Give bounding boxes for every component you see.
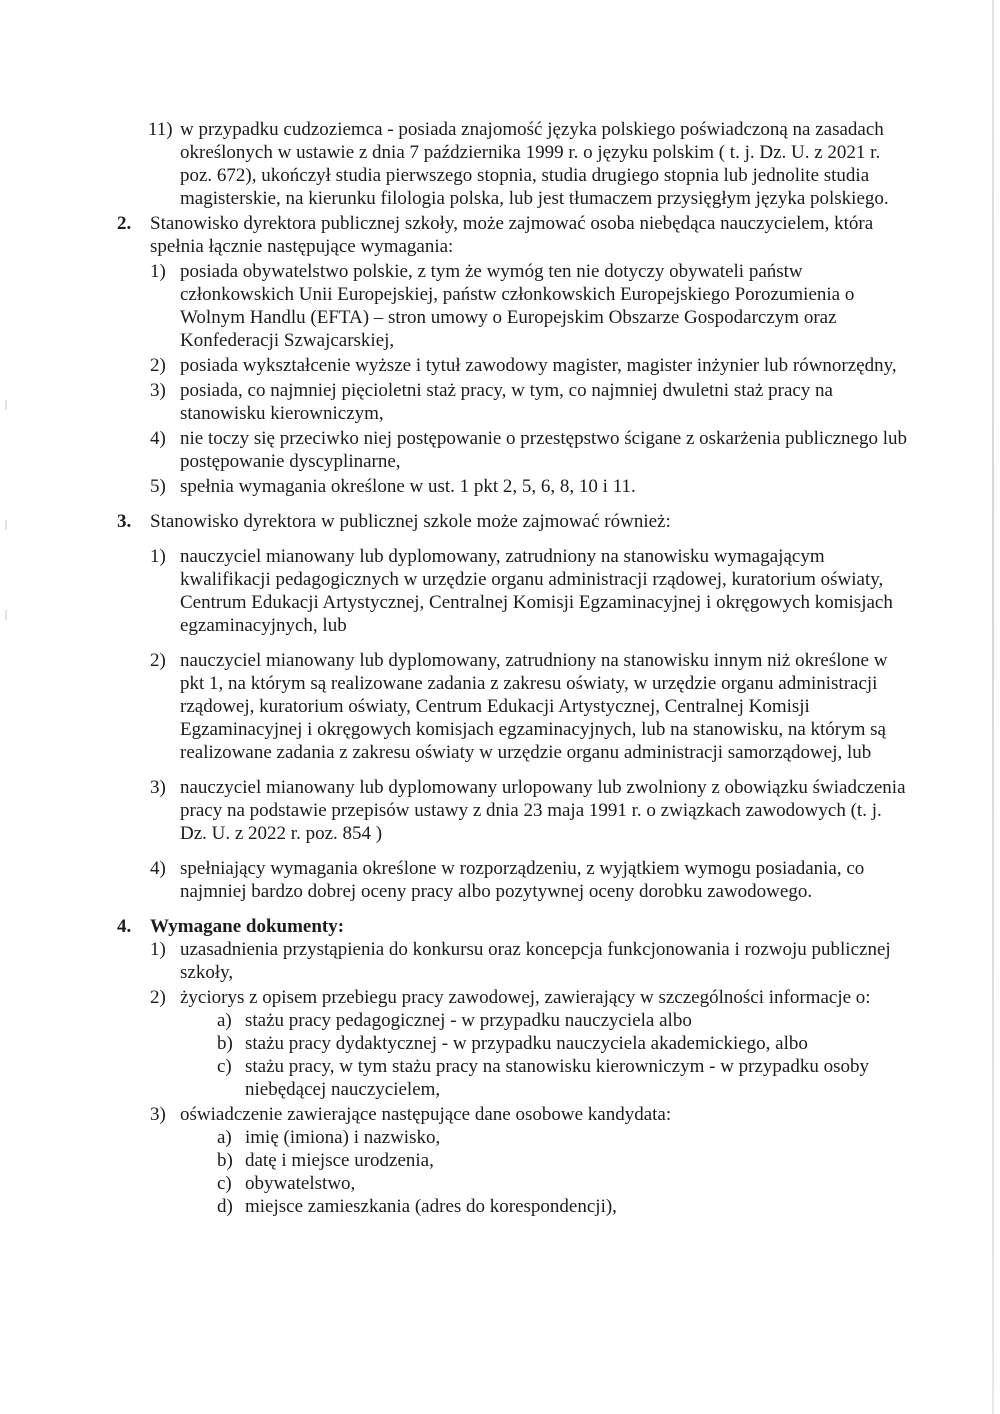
item-text: nie toczy się przeciwko niej postępowanie o przestępstwo ścigane z oskarżenia publicznego lub postępowanie dyscyplinarne, bbox=[180, 428, 908, 472]
item-number: 2) bbox=[150, 355, 166, 376]
item-number: 1) bbox=[150, 261, 166, 282]
item-number: 3) bbox=[150, 1104, 166, 1125]
section-2 bbox=[117, 212, 910, 258]
sub-item-letter: c) bbox=[217, 1056, 232, 1077]
list-item bbox=[150, 545, 910, 637]
sub-item-text: imię (imiona) i nazwisko, bbox=[245, 1127, 441, 1148]
item-number: 2) bbox=[150, 650, 166, 671]
item-text: posiada wykształcenie wyższe i tytuł zawodowy magister, magister inżynier lub równorzędny, bbox=[180, 355, 897, 376]
section-number: 2. bbox=[117, 213, 132, 234]
sub-item-text: stażu pracy dydaktycznej - w przypadku nauczyciela akademickiego, albo bbox=[245, 1033, 808, 1054]
sub-item bbox=[217, 1149, 910, 1172]
sub-item-text: obywatelstwo, bbox=[245, 1173, 356, 1194]
list-item bbox=[150, 475, 910, 498]
item-text: spełniający wymagania określone w rozporządzeniu, z wyjątkiem wymogu posiadania, co najmniej bardzo dobrej oceny pracy albo pozytywnej oceny dorobku zawodowego. bbox=[180, 858, 865, 902]
sub-item-text: miejsce zamieszkania (adres do korespondencji), bbox=[245, 1196, 617, 1217]
item-text: nauczyciel mianowany lub dyplomowany, zatrudniony na stanowisku innym niż określone w pkt 1, na którym są realizowane zadania z zakresu oświaty, w urzędzie organu administracji rządowej, kuratorium oświaty, Centrum Edukacji Artystycznej, Centralnej Komisji Egzaminacyjnej i okręgowych komisjach egzaminacyjnych, lub na stanowisku, na którym są realizowane zadania z zakresu oświaty w urzędzie organu administracji samorządowej, lub bbox=[180, 650, 888, 763]
sub-item-letter: c) bbox=[217, 1173, 232, 1194]
list-item bbox=[150, 354, 910, 377]
list-item bbox=[150, 260, 910, 352]
list-item-11 bbox=[148, 118, 910, 210]
sub-item bbox=[217, 1172, 910, 1195]
item-text: spełnia wymagania określone w ust. 1 pkt 2, 5, 6, 8, 10 i 11. bbox=[180, 476, 636, 497]
item-text: w przypadku cudzoziemca - posiada znajomość języka polskiego poświadczoną na zasadach określonych w ustawie z dnia 7 października 1999 r. o języku polskim ( t. j. Dz. U. z 2021 r. poz. 672), ukończył studia pierwszego stopnia, studia drugiego stopnia lub jednolite studia magisterskie, na kierunku filologia polska, lub jest tłumaczem przysięgłym języka polskiego. bbox=[180, 119, 889, 209]
section-3 bbox=[117, 510, 910, 533]
sub-item bbox=[217, 1126, 910, 1149]
list-item bbox=[150, 938, 910, 984]
item-text: posiada, co najmniej pięcioletni staż pracy, w tym, co najmniej dwuletni staż pracy na stanowisku kierowniczym, bbox=[180, 380, 833, 424]
item-text: nauczyciel mianowany lub dyplomowany, zatrudniony na stanowisku wymagającym kwalifikacji pedagogicznych w urzędzie organu administracji rządowej, kuratorium oświaty, Centrum Edukacji Artystycznej, Centralnej Komisji Egzaminacyjnej i okręgowych komisjach egzaminacyjnych, lub bbox=[180, 546, 893, 636]
item-text: oświadczenie zawierające następujące dane osobowe kandydata: bbox=[180, 1104, 672, 1125]
item-number: 5) bbox=[150, 476, 166, 497]
item-number: 11) bbox=[148, 119, 173, 140]
item-number: 3) bbox=[150, 777, 166, 798]
sub-item-text: stażu pracy pedagogicznej - w przypadku nauczyciela albo bbox=[245, 1010, 692, 1031]
item-number: 3) bbox=[150, 380, 166, 401]
sub-item bbox=[217, 1055, 910, 1101]
sub-item-letter: b) bbox=[217, 1033, 233, 1054]
sub-item-letter: a) bbox=[217, 1127, 232, 1148]
sub-item-text: stażu pracy, w tym stażu pracy na stanowisku kierowniczym - w przypadku osoby niebędącej nauczycielem, bbox=[245, 1056, 870, 1100]
item-text: uzasadnienia przystąpienia do konkursu oraz koncepcja funkcjonowania i rozwoju publicznej szkoły, bbox=[180, 939, 891, 983]
list-item bbox=[150, 857, 910, 903]
sub-item-text: datę i miejsce urodzenia, bbox=[245, 1150, 434, 1171]
section-intro: Stanowisko dyrektora publicznej szkoły, może zajmować osoba niebędąca nauczycielem, która spełnia łącznie następujące wymagania: bbox=[150, 213, 874, 257]
section-intro: Stanowisko dyrektora w publicznej szkole może zajmować również: bbox=[150, 511, 671, 532]
document-body bbox=[0, 118, 1000, 1218]
section-heading: Wymagane dokumenty: bbox=[150, 916, 345, 937]
section-number: 4. bbox=[117, 916, 132, 937]
item-text: życiorys z opisem przebiegu pracy zawodowej, zawierający w szczególności informacje o: bbox=[180, 987, 871, 1008]
section-4 bbox=[117, 915, 910, 938]
list-item bbox=[150, 427, 910, 473]
sub-item bbox=[217, 1009, 910, 1032]
item-number: 1) bbox=[150, 546, 166, 567]
list-item bbox=[150, 776, 910, 845]
item-text: posiada obywatelstwo polskie, z tym że wymóg ten nie dotyczy obywateli państw członkowskich Unii Europejskiej, państw członkowskich Europejskiego Porozumienia o Wolnym Handlu (EFTA) – stron umowy o Europejskim Obszarze Gospodarczym oraz Konfederacji Szwajcarskiej, bbox=[180, 261, 855, 351]
sub-item-letter: d) bbox=[217, 1196, 233, 1217]
item-number: 4) bbox=[150, 428, 166, 449]
list-item bbox=[150, 379, 910, 425]
item-text: nauczyciel mianowany lub dyplomowany urlopowany lub zwolniony z obowiązku świadczenia pracy na podstawie przepisów ustawy z dnia 23 maja 1991 r. o związkach zawodowych (t. j. Dz. U. z 2022 r. poz. 854 ) bbox=[180, 777, 906, 844]
sub-item bbox=[217, 1032, 910, 1055]
sub-item bbox=[217, 1195, 910, 1218]
sub-item-letter: b) bbox=[217, 1150, 233, 1171]
list-item bbox=[150, 986, 910, 1009]
list-item bbox=[150, 1103, 910, 1126]
section-number: 3. bbox=[117, 511, 132, 532]
item-number: 4) bbox=[150, 858, 166, 879]
list-item bbox=[150, 649, 910, 764]
item-number: 2) bbox=[150, 987, 166, 1008]
sub-item-letter: a) bbox=[217, 1010, 232, 1031]
item-number: 1) bbox=[150, 939, 166, 960]
